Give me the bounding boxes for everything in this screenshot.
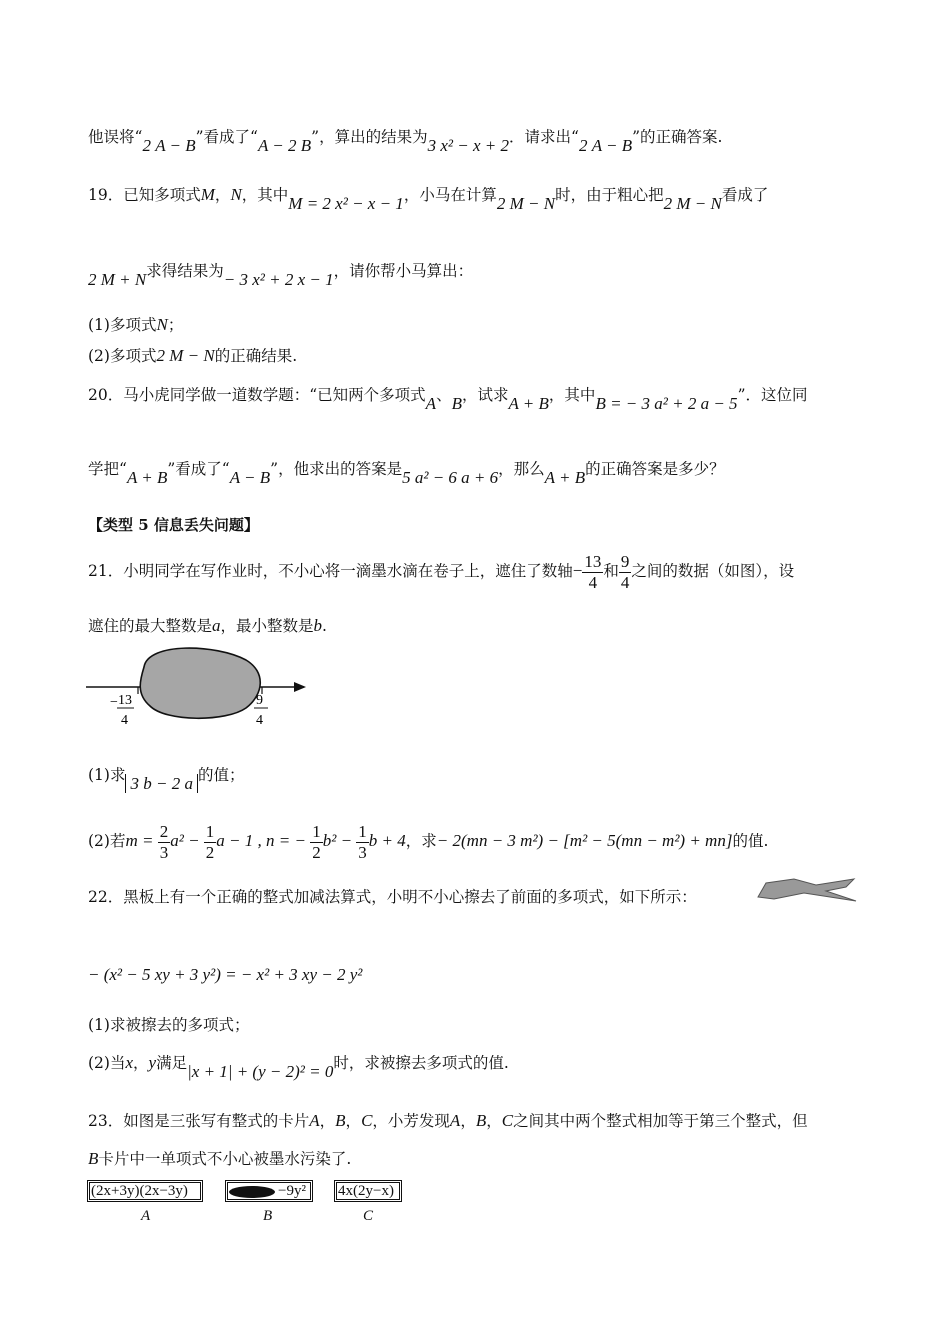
q21-line2: 遮住的最大整数是a，最小整数是b. <box>88 616 327 635</box>
fraction: $\frac{9}{4}$ <box>620 552 630 592</box>
ink-blot <box>140 648 260 718</box>
q20-line2: 学把“A + B”看成了“A − B”，他求出的答案是5 a² − 6 a + 6，那么A + B的正确答案是多少？ <box>88 460 725 487</box>
left-num: 13 <box>118 693 132 708</box>
ink-blot <box>229 1186 275 1198</box>
q22-part1: (1)求被擦去的多项式； <box>88 1016 250 1034</box>
q19-line2: 2 M + N求得结果为− 3 x² + 2 x − 1，请你帮小马算出： <box>88 262 474 289</box>
expr: A − 2 B <box>257 136 312 155</box>
card-a: (2x+3y)(2x−3y) <box>87 1180 203 1202</box>
axis-arrow <box>294 682 306 692</box>
q18-line: 他误将“2 A − B”看成了“A − 2 B”，算出的结果为3 x² − x + 2．请求出“2 A − B”的正确答案. <box>88 128 723 155</box>
left-den: 4 <box>121 713 128 728</box>
q21-part2: (2)若m = $\frac{2}{3}$ a² − $\frac{1}{2}$ a − 1 , n = − $\frac{1}{2}$ b² − $\frac{1}{3}$ b + 4，求− 2(mn − 3 m²) − [m² − 5(mn − m²) + mn]的值. <box>88 822 769 862</box>
card-b-label: B <box>263 1208 273 1224</box>
q21-line1: 21．小明同学在写作业时，不小心将一滴墨水滴在卷子上，遮住了数轴− $\frac{13}{4}$ 和 $\frac{9}{4}$ 之间的数据（如图），设 <box>88 552 795 592</box>
card-a-label: A <box>141 1208 151 1224</box>
q23-line1: 23．如图是三张写有整式的卡片A，B，C，小芳发现A，B，C之间其中两个整式相加等于第三个整式，但 <box>88 1111 808 1130</box>
expr: 2 A − B <box>578 136 633 155</box>
number-line-figure <box>86 642 316 734</box>
card-c: 4x(2y−x) <box>334 1180 402 1202</box>
erased-polynomial-shape <box>754 877 860 903</box>
q21-part1: (1)求 3 b − 2 a 的值； <box>88 766 245 793</box>
card-b: −9y² <box>225 1180 313 1202</box>
expr: 3 x² − x + 2 <box>427 136 509 155</box>
q22-equation: − (x² − 5 xy + 3 y²) = − x² + 3 xy − 2 y² <box>88 965 363 984</box>
card-c-label: C <box>363 1208 374 1224</box>
q19-line1: 19．已知多项式M，N，其中M = 2 x² − x − 1，小马在计算2 M − N时，由于粗心把2 M − N看成了 <box>88 185 769 213</box>
q23-line2: B卡片中一单项式不小心被墨水污染了. <box>88 1149 352 1168</box>
right-den: 4 <box>256 713 263 728</box>
q19-part1: (1)多项式N； <box>88 315 184 334</box>
left-minus: − <box>110 695 118 710</box>
right-num: 9 <box>256 693 263 708</box>
expr: 2 A − B <box>142 136 196 155</box>
fraction: $\frac{13}{4}$ <box>584 552 602 592</box>
q19-part2: (2)多项式2 M − N的正确结果. <box>88 346 298 365</box>
section-heading: 【类型 5 信息丢失问题】 <box>88 516 259 534</box>
q20-line1: 20．马小虎同学做一道数学题：“已知两个多项式A、B，试求A + B，其中B = − 3 a² + 2 a − 5”．这位同 <box>88 386 808 413</box>
q22-line1: 22．黑板上有一个正确的整式加减法算式，小明不小心擦去了前面的多项式，如下所示： <box>88 888 697 906</box>
q22-part2: (2)当x，y满足|x + 1| + (y − 2)² = 0时，求被擦去多项式的值. <box>88 1053 509 1081</box>
